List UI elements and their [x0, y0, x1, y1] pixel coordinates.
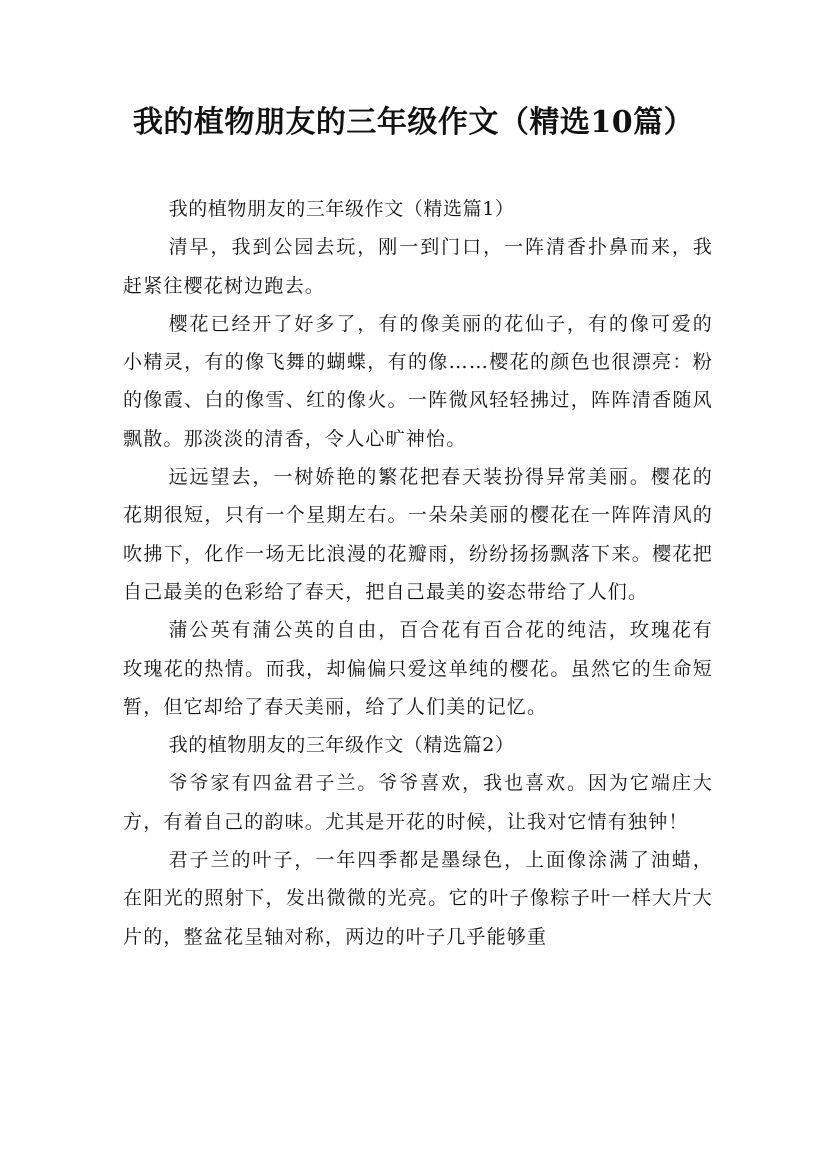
document-title: 我的植物朋友的三年级作文（精选10篇）: [132, 105, 695, 140]
paragraph: 清早，我到公园去玩，刚一到门口，一阵清香扑鼻而来，我赶紧往樱花树边跑去。: [123, 236, 713, 297]
section-heading: 我的植物朋友的三年级作文（精选篇2）: [168, 734, 515, 757]
section-heading: 我的植物朋友的三年级作文（精选篇1）: [168, 198, 515, 220]
paragraph: 蒲公英有蒲公英的自由，百合花有百合花的纯洁，玫瑰花有玫瑰花的热情。而我，却偏偏只爱这单纯的樱花。虽然它的生命短暂，但它却给了春天美丽，给了人们美的记忆。: [123, 619, 713, 718]
document-body: [123, 190, 713, 956]
paragraph: 爷爷家有四盆君子兰。爷爷喜欢，我也喜欢。因为它端庄大方，有着自己的韵味。尤其是开花的时候，让我对它情有独钟！: [123, 772, 713, 833]
paragraph: 樱花已经开了好多了，有的像美丽的花仙子，有的像可爱的小精灵，有的像飞舞的蝴蝶，有的像……樱花的颜色也很漂亮：粉的像霞、白的像雪、红的像火。一阵微风轻轻拂过，阵阵清香随风飘散。那淡淡的清香，令人心旷神怡。: [123, 312, 713, 450]
paragraph: 君子兰的叶子，一年四季都是墨绿色，上面像涂满了油蜡，在阳光的照射下，发出微微的光亮。它的叶子像粽子叶一样大片大片的，整盆花呈轴对称，两边的叶子几乎能够重: [123, 849, 713, 948]
paragraph: 远远望去，一树娇艳的繁花把春天装扮得异常美丽。樱花的花期很短，只有一个星期左右。一朵朵美丽的樱花在一阵阵清风的吹拂下，化作一场无比浪漫的花瓣雨，纷纷扬扬飘落下来。樱花把自己最美的色彩给了春天，把自己最美的姿态带给了人们。: [123, 466, 713, 603]
